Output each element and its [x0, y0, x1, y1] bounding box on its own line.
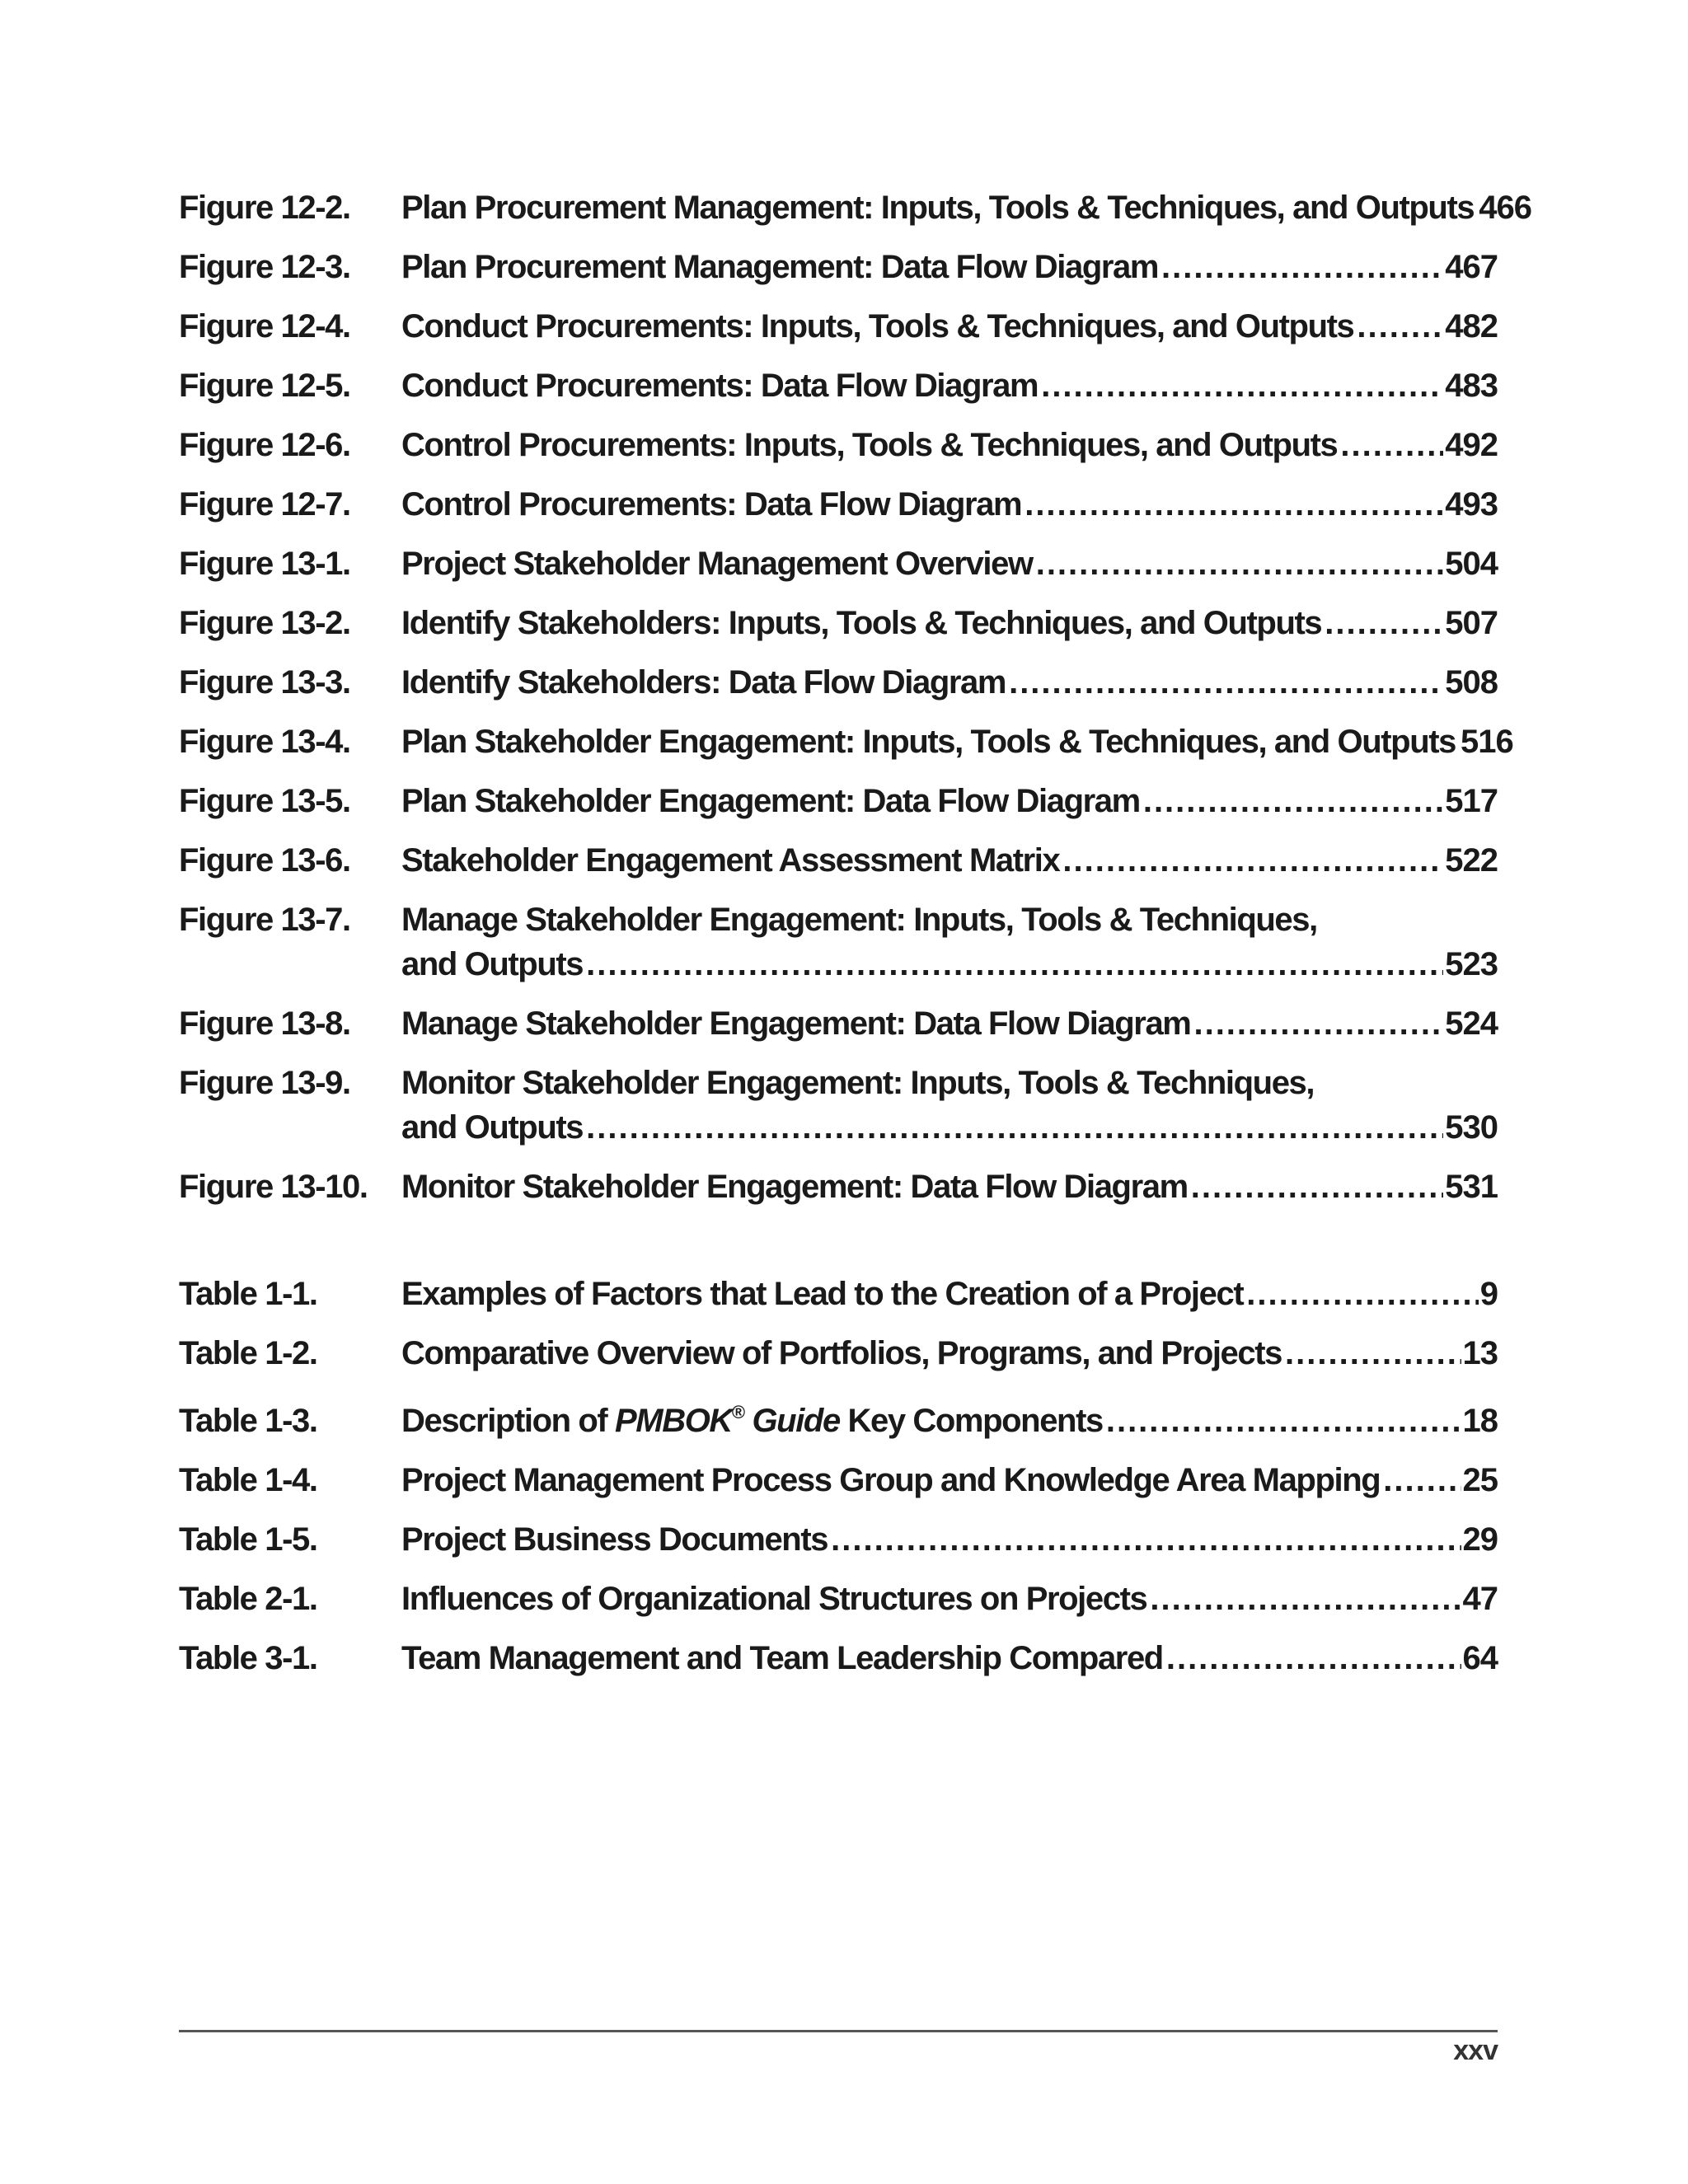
- toc-entry[interactable]: [179, 482, 1498, 527]
- entry-number: Figure 12-7.: [179, 486, 350, 523]
- entry-number: Figure 13-4.: [179, 724, 350, 760]
- dot-leader: [1021, 482, 1443, 527]
- entry-number: Figure 12-6.: [179, 427, 350, 463]
- entry-number: Table 1-5.: [179, 1521, 317, 1558]
- dot-leader: [1103, 1399, 1461, 1443]
- dot-leader: [1243, 1272, 1479, 1316]
- dot-leader: [1033, 541, 1444, 586]
- entry-number: Figure 13-2.: [179, 605, 350, 641]
- dot-leader: [1353, 304, 1443, 349]
- table-of-contents: [179, 185, 1531, 1695]
- toc-entry[interactable]: [179, 1331, 1498, 1376]
- entry-title: Manage Stakeholder Engagement: Inputs, Tools & Techniques,: [401, 902, 1317, 938]
- entry-number: Figure 13-10.: [179, 1169, 368, 1205]
- dot-leader: [583, 1105, 1443, 1150]
- toc-entry[interactable]: [179, 1165, 1498, 1209]
- entry-title: [401, 1390, 1103, 1443]
- dot-leader: [1038, 363, 1443, 408]
- entry-number: Table 1-4.: [179, 1462, 317, 1498]
- entry-number: Figure 13-6.: [179, 842, 350, 879]
- toc-entry[interactable]: [179, 1272, 1498, 1316]
- entry-title: Plan Stakeholder Engagement: Inputs, Tools & Techniques, and Outputs: [401, 724, 1456, 760]
- entry-title: Project Management Process Group and Knowledge Area Mapping: [401, 1462, 1381, 1498]
- entry-page: 522: [1445, 842, 1498, 879]
- entry-number: Figure 13-1.: [179, 546, 350, 582]
- dot-leader: [1190, 1001, 1443, 1046]
- entry-number: Figure 13-3.: [179, 664, 350, 701]
- entry-title: Stakeholder Engagement Assessment Matrix: [401, 842, 1060, 879]
- entry-title: Conduct Procurements: Inputs, Tools & Techniques, and Outputs: [401, 308, 1354, 344]
- entry-page: 507: [1445, 605, 1498, 641]
- entry-page: 483: [1445, 368, 1498, 404]
- entry-page: 517: [1445, 783, 1498, 819]
- entry-number: Figure 12-3.: [179, 249, 350, 285]
- entry-number: Figure 13-9.: [179, 1065, 350, 1101]
- entry-page: 482: [1445, 308, 1498, 344]
- entry-page: 466: [1479, 190, 1531, 226]
- entry-title: Project Business Documents: [401, 1521, 828, 1558]
- toc-entry[interactable]: [179, 838, 1498, 883]
- entry-title: Plan Procurement Management: Inputs, Tools & Techniques, and Outputs: [401, 190, 1475, 226]
- footer-rule: [179, 2030, 1498, 2032]
- entry-page: 9: [1479, 1276, 1498, 1312]
- entry-title: Control Procurements: Inputs, Tools & Techniques, and Outputs: [401, 427, 1338, 463]
- toc-entry[interactable]: [179, 1061, 1498, 1150]
- entry-title: Identify Stakeholders: Data Flow Diagram: [401, 664, 1006, 701]
- dot-leader: [1337, 423, 1443, 467]
- entry-title: Team Management and Team Leadership Compared: [401, 1640, 1163, 1676]
- entry-title-continued: and Outputs: [401, 1109, 584, 1146]
- toc-entry[interactable]: [179, 423, 1498, 467]
- toc-entry[interactable]: [179, 779, 1498, 823]
- entry-page: 467: [1445, 249, 1498, 285]
- registered-mark: ®: [731, 1402, 744, 1422]
- toc-entry[interactable]: [179, 719, 1513, 764]
- toc-entry[interactable]: [179, 1577, 1498, 1621]
- toc-entry[interactable]: [179, 1390, 1498, 1443]
- dot-leader: [1380, 1458, 1461, 1502]
- entry-title-italic: PMBOK: [615, 1403, 732, 1439]
- dot-leader: [1282, 1331, 1461, 1376]
- entry-number: Table 3-1.: [179, 1640, 317, 1676]
- entry-page: 18: [1462, 1403, 1498, 1439]
- entry-number: Figure 13-8.: [179, 1005, 350, 1042]
- entry-page: 508: [1445, 664, 1498, 701]
- entry-title: Plan Stakeholder Engagement: Data Flow Diagram: [401, 783, 1140, 819]
- entry-number: Table 1-3.: [179, 1403, 317, 1439]
- dot-leader: [828, 1517, 1461, 1562]
- entry-number: Figure 12-4.: [179, 308, 350, 344]
- toc-entry[interactable]: [179, 1517, 1498, 1562]
- entry-page: 531: [1445, 1169, 1498, 1205]
- toc-entry[interactable]: [179, 601, 1498, 645]
- entry-page: 504: [1445, 546, 1498, 582]
- toc-entry[interactable]: [179, 1001, 1498, 1046]
- entry-title: Monitor Stakeholder Engagement: Inputs, Tools & Techniques,: [401, 1065, 1315, 1101]
- dot-leader: [1188, 1165, 1443, 1209]
- toc-entry[interactable]: [179, 1636, 1498, 1680]
- dot-leader: [1158, 245, 1443, 289]
- entry-title: Manage Stakeholder Engagement: Data Flow Diagram: [401, 1005, 1191, 1042]
- entry-page: 64: [1462, 1640, 1498, 1676]
- page-number: xxv: [1453, 2035, 1498, 2066]
- entry-title-part: Key Components: [839, 1403, 1103, 1439]
- toc-entry[interactable]: [179, 541, 1498, 586]
- entry-page: 47: [1462, 1581, 1498, 1617]
- entry-title-continued: and Outputs: [401, 946, 584, 982]
- entry-title: Control Procurements: Data Flow Diagram: [401, 486, 1022, 523]
- dot-leader: [583, 942, 1443, 987]
- entry-number: Table 1-1.: [179, 1276, 317, 1312]
- toc-entry[interactable]: [179, 304, 1498, 349]
- entry-page: 524: [1445, 1005, 1498, 1042]
- toc-entry[interactable]: [179, 1458, 1498, 1502]
- entry-number: Figure 13-5.: [179, 783, 350, 819]
- entry-number: Figure 12-2.: [179, 190, 350, 226]
- entry-page: 523: [1445, 946, 1498, 982]
- entry-page: 25: [1462, 1462, 1498, 1498]
- toc-entry[interactable]: [179, 245, 1498, 289]
- entry-number: Table 1-2.: [179, 1335, 317, 1371]
- entry-title-part: Description of: [401, 1403, 616, 1439]
- dot-leader: [1146, 1577, 1461, 1621]
- entry-page: 13: [1462, 1335, 1498, 1371]
- entry-title: Plan Procurement Management: Data Flow Diagram: [401, 249, 1159, 285]
- dot-leader: [1163, 1636, 1461, 1680]
- dot-leader: [1059, 838, 1443, 883]
- entry-number: Figure 12-5.: [179, 368, 350, 404]
- entry-title: Conduct Procurements: Data Flow Diagram: [401, 368, 1039, 404]
- toc-entry[interactable]: [179, 660, 1498, 705]
- entry-page: 492: [1445, 427, 1498, 463]
- entry-page: 493: [1445, 486, 1498, 523]
- toc-entry[interactable]: [179, 898, 1498, 987]
- toc-entry[interactable]: [179, 185, 1531, 230]
- toc-entry[interactable]: [179, 363, 1498, 408]
- entry-title-italic: Guide: [743, 1403, 840, 1439]
- entry-page: 516: [1461, 724, 1513, 760]
- entry-title: Comparative Overview of Portfolios, Programs, and Projects: [401, 1335, 1282, 1371]
- entry-title: Monitor Stakeholder Engagement: Data Flow Diagram: [401, 1169, 1188, 1205]
- entry-title: Examples of Factors that Lead to the Creation of a Project: [401, 1276, 1244, 1312]
- entry-title: Influences of Organizational Structures on Projects: [401, 1581, 1147, 1617]
- dot-leader: [1140, 779, 1443, 823]
- dot-leader: [1006, 660, 1443, 705]
- entry-number: Table 2-1.: [179, 1581, 317, 1617]
- entry-title: Identify Stakeholders: Inputs, Tools & Techniques, and Outputs: [401, 605, 1322, 641]
- entry-page: 530: [1445, 1109, 1498, 1146]
- section-gap: [179, 1224, 1498, 1272]
- entry-page: 29: [1462, 1521, 1498, 1558]
- entry-title: Project Stakeholder Management Overview: [401, 546, 1033, 582]
- dot-leader: [1321, 601, 1443, 645]
- entry-number: Figure 13-7.: [179, 902, 350, 938]
